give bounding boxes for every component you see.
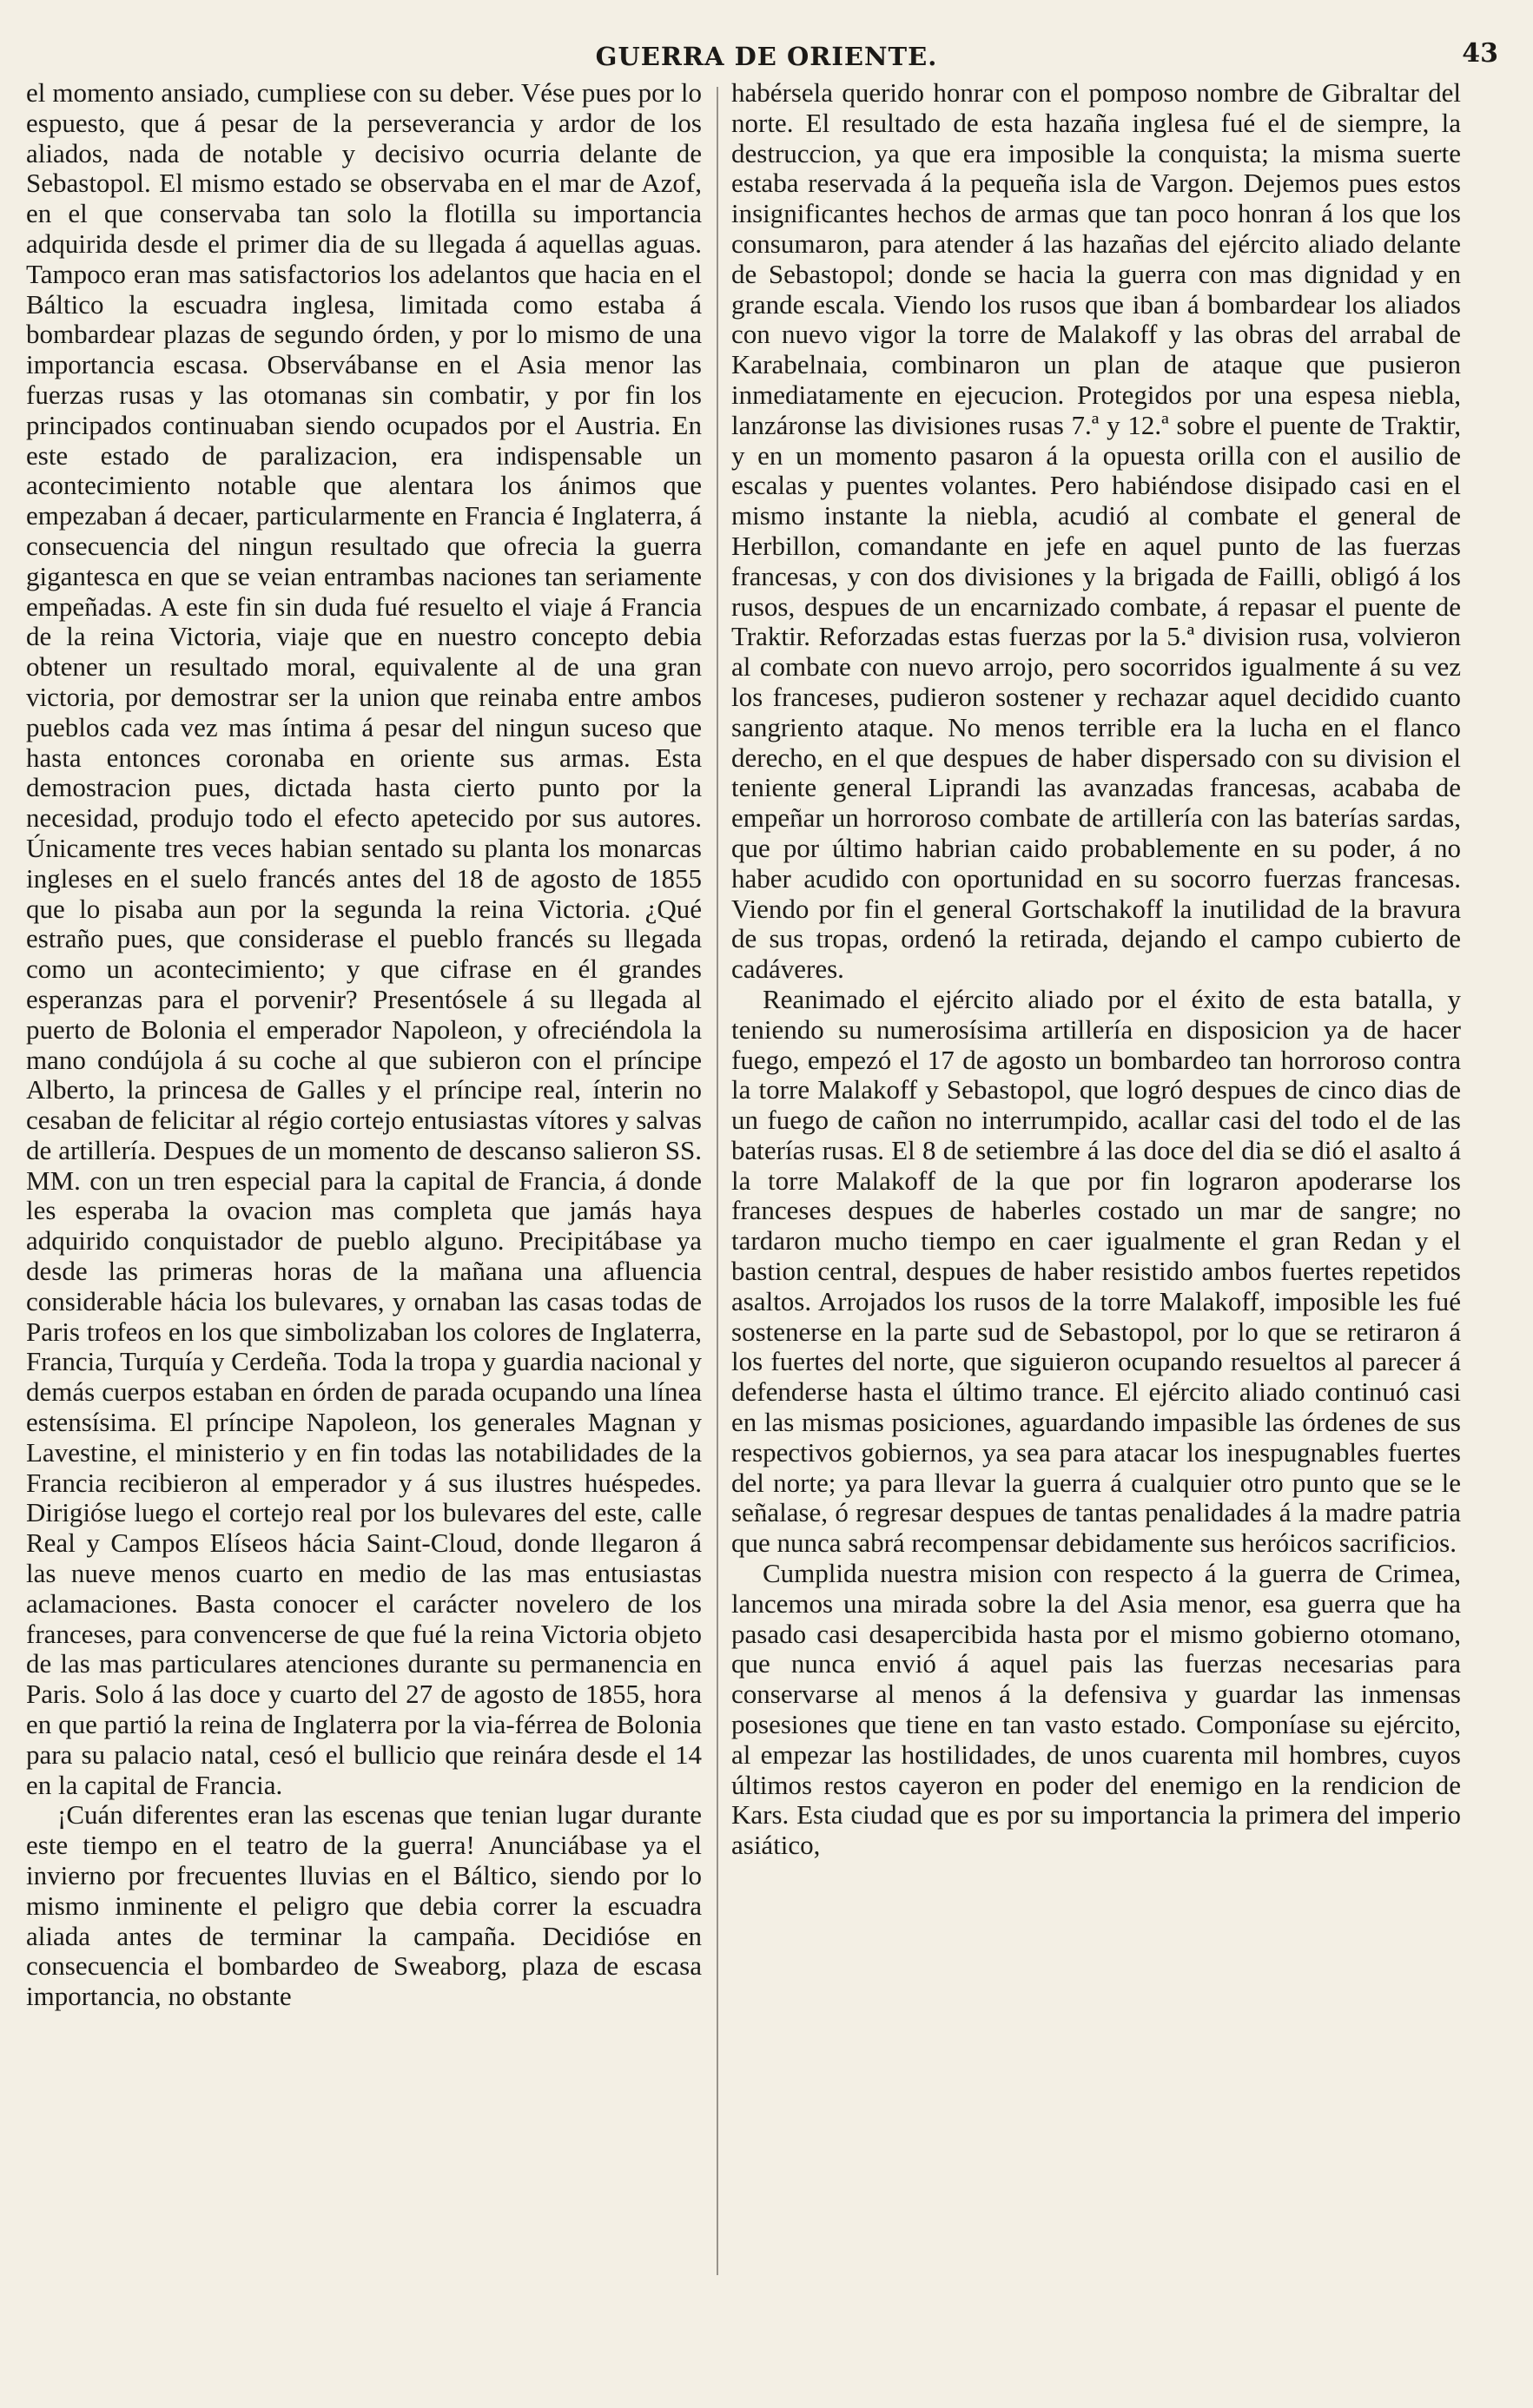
running-header	[0, 38, 1533, 76]
column-divider	[717, 87, 718, 2275]
paragraph: Reanimado el ejército aliado por el éxito de esta batalla, y teniendo su numerosísima artillería en disposicion ya de hacer fuego, empezó el 17 de agosto un bombardeo tan horroroso contra la torre Malakoff y Sebastopol, que logró despues de cinco dias de un fuego de cañon no interrumpido, acallar casi del todo el de las baterías rusas. El 8 de setiembre á las doce del dia se dió el asalto á la torre Malakoff de la que por fin lograron apoderarse los franceses despues de haberles costado un mar de sangre; no tardaron mucho tiempo en caer igualmente el gran Redan y el bastion central, despues de haber resistido ambos fuertes repetidos asaltos. Arrojados los rusos de la torre Malakoff, imposible les fué sostenerse en la parte sud de Sebastopol, por lo que se retiraron á los fuertes del norte, que siguieron ocupando resueltos al parecer á defenderse hasta el último trance. El ejército aliado continuó casi en las mismas posiciones, aguardando impasible las órdenes de sus respectivos gobiernos, ya sea para atacar los inespugnables fuertes del norte; ya para llevar la guerra á cualquier otro punto que se le señalase, ó regresar despues de tantas penalidades á la madre patria que nunca sabrá recompensar debidamente sus heróicos sacrificios.	[731, 983, 1461, 1559]
paragraph: el momento ansiado, cumpliese con su deber. Vése pues por lo espuesto, que á pesar de la perseverancia y ardor de los aliados, nada de notable y decisivo ocurria delante de Sebastopol. El mismo estado se observaba en el mar de Azof, en el que conservaba tan solo la flotilla su importancia adquirida desde el primer dia de su llegada á aquellas aguas. Tampoco eran mas satisfactorios los adelantos que hacia en el Báltico la escuadra inglesa, limitada como estaba á bombardear plazas de segundo órden, y por lo mismo de una importancia escasa. Observábanse en el Asia menor las fuerzas rusas y las otomanas sin combatir, y por fin los principados continuaban siendo ocupados por el Austria. En este estado de paralizacion, era indispensable un acontecimiento notable que alentara los ánimos que empezaban á decaer, particularmente en Francia é Inglaterra, á consecuencia del ningun resultado que ofrecia la guerra gigantesca en que se veian entrambas naciones tan seriamente empeñadas. A este fin sin duda fué resuelto el viaje á Francia de la reina Victoria, viaje que en nuestro concepto debia obtener un resultado moral, equivalente al de una gran victoria, por demostrar ser la union que reinaba entre ambos pueblos cada vez mas íntima á pesar del ningun suceso que hasta entonces coronaba en oriente sus armas. Esta demostracion pues, dictada hasta cierto punto por la necesidad, produjo todo el efecto apetecido por sus autores. Únicamente tres veces habian sentado su planta los monarcas ingleses en el suelo francés antes del 18 de agosto de 1855 que lo pisaba aun por la segunda la reina Victoria. ¿Qué estraño pues, que considerase el pueblo francés su llegada como un acontecimiento; y que cifrase en él grandes esperanzas para el porvenir? Presentósele á su llegada al puerto de Bolonia el emperador Napoleon, y ofreciéndola la mano condújola á su coche al que subieron con el príncipe Alberto, la princesa de Galles y el príncipe real, ínterin no cesaban de felicitar al régio cortejo entusiastas vítores y salvas de artillería. Despues de un momento de descanso salieron SS. MM. con un tren especial para la capital de Francia, á donde les esperaba la ovacion mas completa que jamás haya adquirido conquistador de pueblo alguno. Precipitábase ya desde las primeras horas de la mañana una afluencia considerable hácia los bulevares, y ornaban las casas todas de Paris trofeos en los que simbolizaban los colores de Inglaterra, Francia, Turquía y Cerdeña. Toda la tropa y guardia nacional y demás cuerpos estaban en órden de parada ocupando una línea estensísima. El príncipe Napoleon, los generales Magnan y Lavestine, el ministerio y en fin todas las notabilidades de la Francia recibieron al emperador y á sus ilustres huéspedes. Dirigióse luego el cortejo real por los bulevares del este, calle Real y Campos Elíseos hácia Saint-Cloud, donde llegaron á las nueve menos cuarto en medio de las mas entusiastas aclamaciones. Basta conocer el carácter novelero de los franceses, para convencerse de que fué la reina Victoria objeto de las mas particulares atenciones durante su permanencia en Paris. Solo á las doce y cuarto del 27 de agosto de 1855, hora en que partió la reina de Inglaterra por la via-férrea de Bolonia para su palacio natal, cesó el bullicio que reinára desde el 14 en la capital de Francia.	[26, 78, 702, 1800]
left-column	[26, 78, 702, 2301]
paragraph: habérsela querido honrar con el pomposo nombre de Gibraltar del norte. El resultado de esta hazaña inglesa fué el de siempre, la destruccion, ya que era imposible la conquista; la misma suerte estaba reservada á la pequeña isla de Vargon. Dejemos pues estos insignificantes hechos de armas que tan poco honran á los que los consumaron, para atender á las hazañas del ejército aliado delante de Sebastopol; donde se hacia la guerra con mas dignidad y en grande escala. Viendo los rusos que iban á bombardear los aliados con nuevo vigor la torre de Malakoff y las obras del arrabal de Karabelnaia, combinaron un plan de ataque que pusieron inmediatamente en ejecucion. Protegidos por una espesa niebla, lanzáronse las divisiones rusas 7.ª y 12.ª sobre el puente de Traktir, y en un momento pasaron á la opuesta orilla con el ausilio de escalas y puentes volantes. Pero habiéndose disipado casi en el mismo instante la niebla, acudió al combate el general de Herbillon, comandante en jefe en aquel punto de las fuerzas francesas, y con dos divisiones y la brigada de Failli, obligó á los rusos, despues de un encarnizado combate, á repasar el puente de Traktir. Reforzadas estas fuerzas por la 5.ª division rusa, volvieron al combate con nuevo arrojo, pero socorridos igualmente á su vez los franceses, pudieron sostener y rechazar aquel decidido cuanto sangriento ataque. No menos terrible era la lucha en el flanco derecho, en el que despues de haber dispersado con su division el teniente general Liprandi las avanzadas francesas, acababa de empeñar un horroroso combate de artillería con las baterías sardas, que por último habrian caido probablemente en su poder, á no haber acudido con oportunidad en su socorro fuerzas francesas. Viendo por fin el general Gortschakoff la inutilidad de la bravura de sus tropas, ordenó la retirada, dejando el campo cubierto de cadáveres.	[731, 78, 1461, 985]
page-number: 43	[1462, 38, 1498, 69]
running-title: GUERRA DE ORIENTE.	[595, 42, 938, 71]
paragraph: Cumplida nuestra mision con respecto á la guerra de Crimea, lancemos una mirada sobre la del Asia menor, esa guerra que ha pasado casi desapercibida hasta por el mismo gobierno otomano, que nunca envió á aquel pais las fuerzas necesarias para conservarse al menos á la defensiva y guardar las inmensas posesiones que tiene en tan vasto estado. Componíase su ejército, al empezar las hostilidades, de unos cuarenta mil hombres, cuyos últimos restos cayeron en poder del enemigo en la rendicion de Kars. Esta ciudad que es por su importancia la primera del imperio asiático,	[731, 1558, 1461, 1861]
right-column	[731, 78, 1461, 2301]
paragraph: ¡Cuán diferentes eran las escenas que tenian lugar durante este tiempo en el teatro de la guerra! Anunciábase ya el invierno por frecuentes lluvias en el Báltico, siendo por lo mismo inminente el peligro que debia correr la escuadra aliada antes de terminar la campaña. Decidióse en consecuencia el bombardeo de Sweaborg, plaza de escasa importancia, no obstante	[26, 1799, 702, 2012]
